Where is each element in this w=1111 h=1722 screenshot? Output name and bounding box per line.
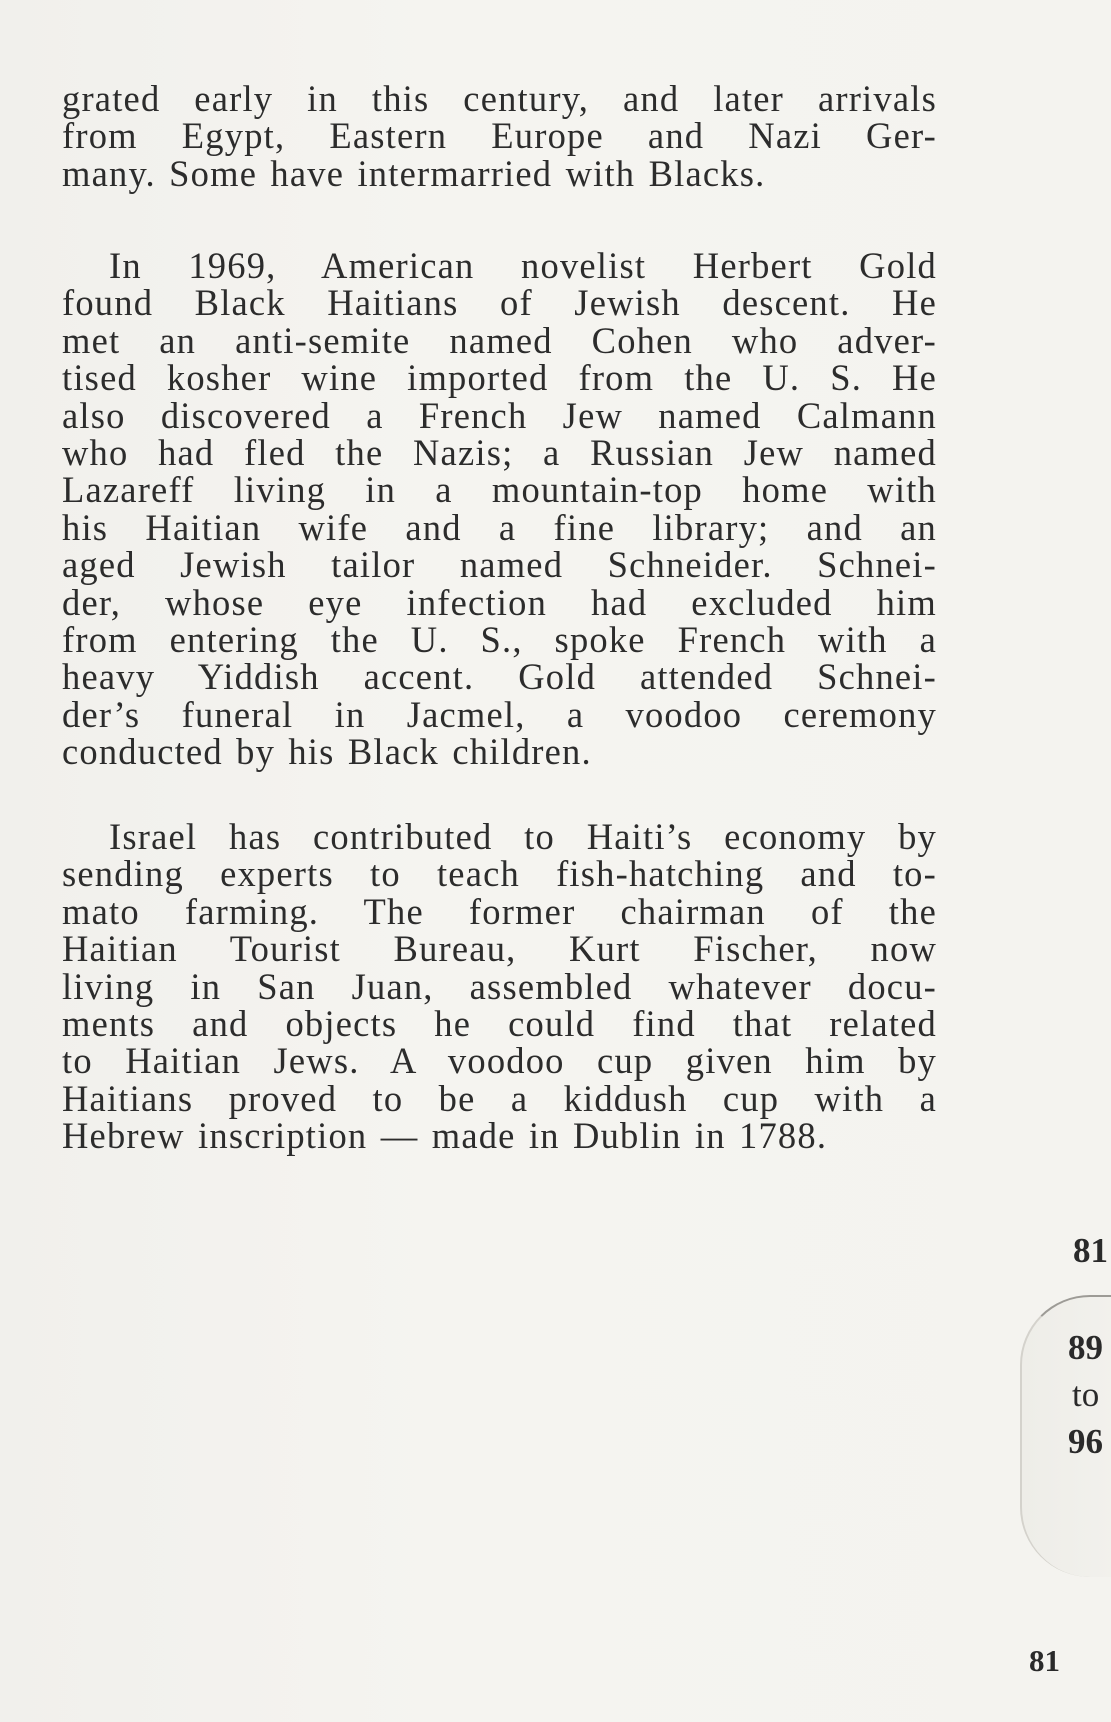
text-line: grated early in this century, and later arrivals — [62, 78, 937, 119]
text-line: Lazareff living in a mountain-top home with — [62, 469, 937, 511]
thumb-index-range-start: 89 — [1068, 1328, 1103, 1367]
paragraph-1 — [62, 80, 937, 192]
page-number: 81 — [1029, 1643, 1060, 1678]
text-line: Haitian Tourist Bureau, Kurt Fischer, now — [62, 928, 937, 970]
text-line: Israel has contributed to Haiti’s economy by — [109, 816, 937, 857]
text-line: many. Some have intermarried with Blacks. — [62, 152, 766, 194]
text-line: aged Jewish tailor named Schneider. Schnei- — [62, 544, 937, 586]
thumb-index-range-word: to — [1072, 1375, 1100, 1414]
text-line: ments and objects he could find that related — [62, 1003, 937, 1045]
text-line: living in San Juan, assembled whatever docu- — [62, 965, 937, 1007]
text-line: mato farming. The former chairman of the — [62, 890, 937, 932]
text-line: heavy Yiddish accent. Gold attended Schnei- — [62, 656, 937, 698]
text-line: his Haitian wife and a fine library; and an — [62, 506, 937, 548]
text-line: who had fled the Nazis; a Russian Jew named — [62, 432, 937, 474]
text-line: conducted by his Black children. — [62, 731, 592, 773]
text-line: also discovered a French Jew named Calmann — [62, 394, 937, 436]
text-line: der, whose eye infection had excluded him — [62, 581, 937, 623]
text-line: met an anti-semite named Cohen who adver- — [62, 319, 937, 361]
text-line: Haitians proved to be a kiddush cup with a — [62, 1077, 937, 1119]
text-line: sending experts to teach fish-hatching and to- — [62, 853, 937, 895]
paragraph-2 — [62, 247, 937, 771]
thumb-index-section-page: 81 — [1073, 1231, 1108, 1270]
text-line: found Black Haitians of Jewish descent. He — [62, 282, 937, 324]
thumb-index-range-end: 96 — [1068, 1422, 1103, 1461]
text-line: Hebrew inscription — made in Dublin in 1788. — [62, 1115, 828, 1157]
text-line: tised kosher wine imported from the U. S. He — [62, 357, 937, 399]
paragraph-3 — [62, 818, 937, 1155]
text-line: In 1969, American novelist Herbert Gold — [109, 245, 937, 286]
text-line: der’s funeral in Jacmel, a voodoo ceremony — [62, 693, 937, 735]
text-line: from entering the U. S., spoke French with a — [62, 619, 937, 661]
text-line: from Egypt, Eastern Europe and Nazi Ger- — [62, 115, 937, 157]
text-line: to Haitian Jews. A voodoo cup given him by — [62, 1040, 937, 1082]
